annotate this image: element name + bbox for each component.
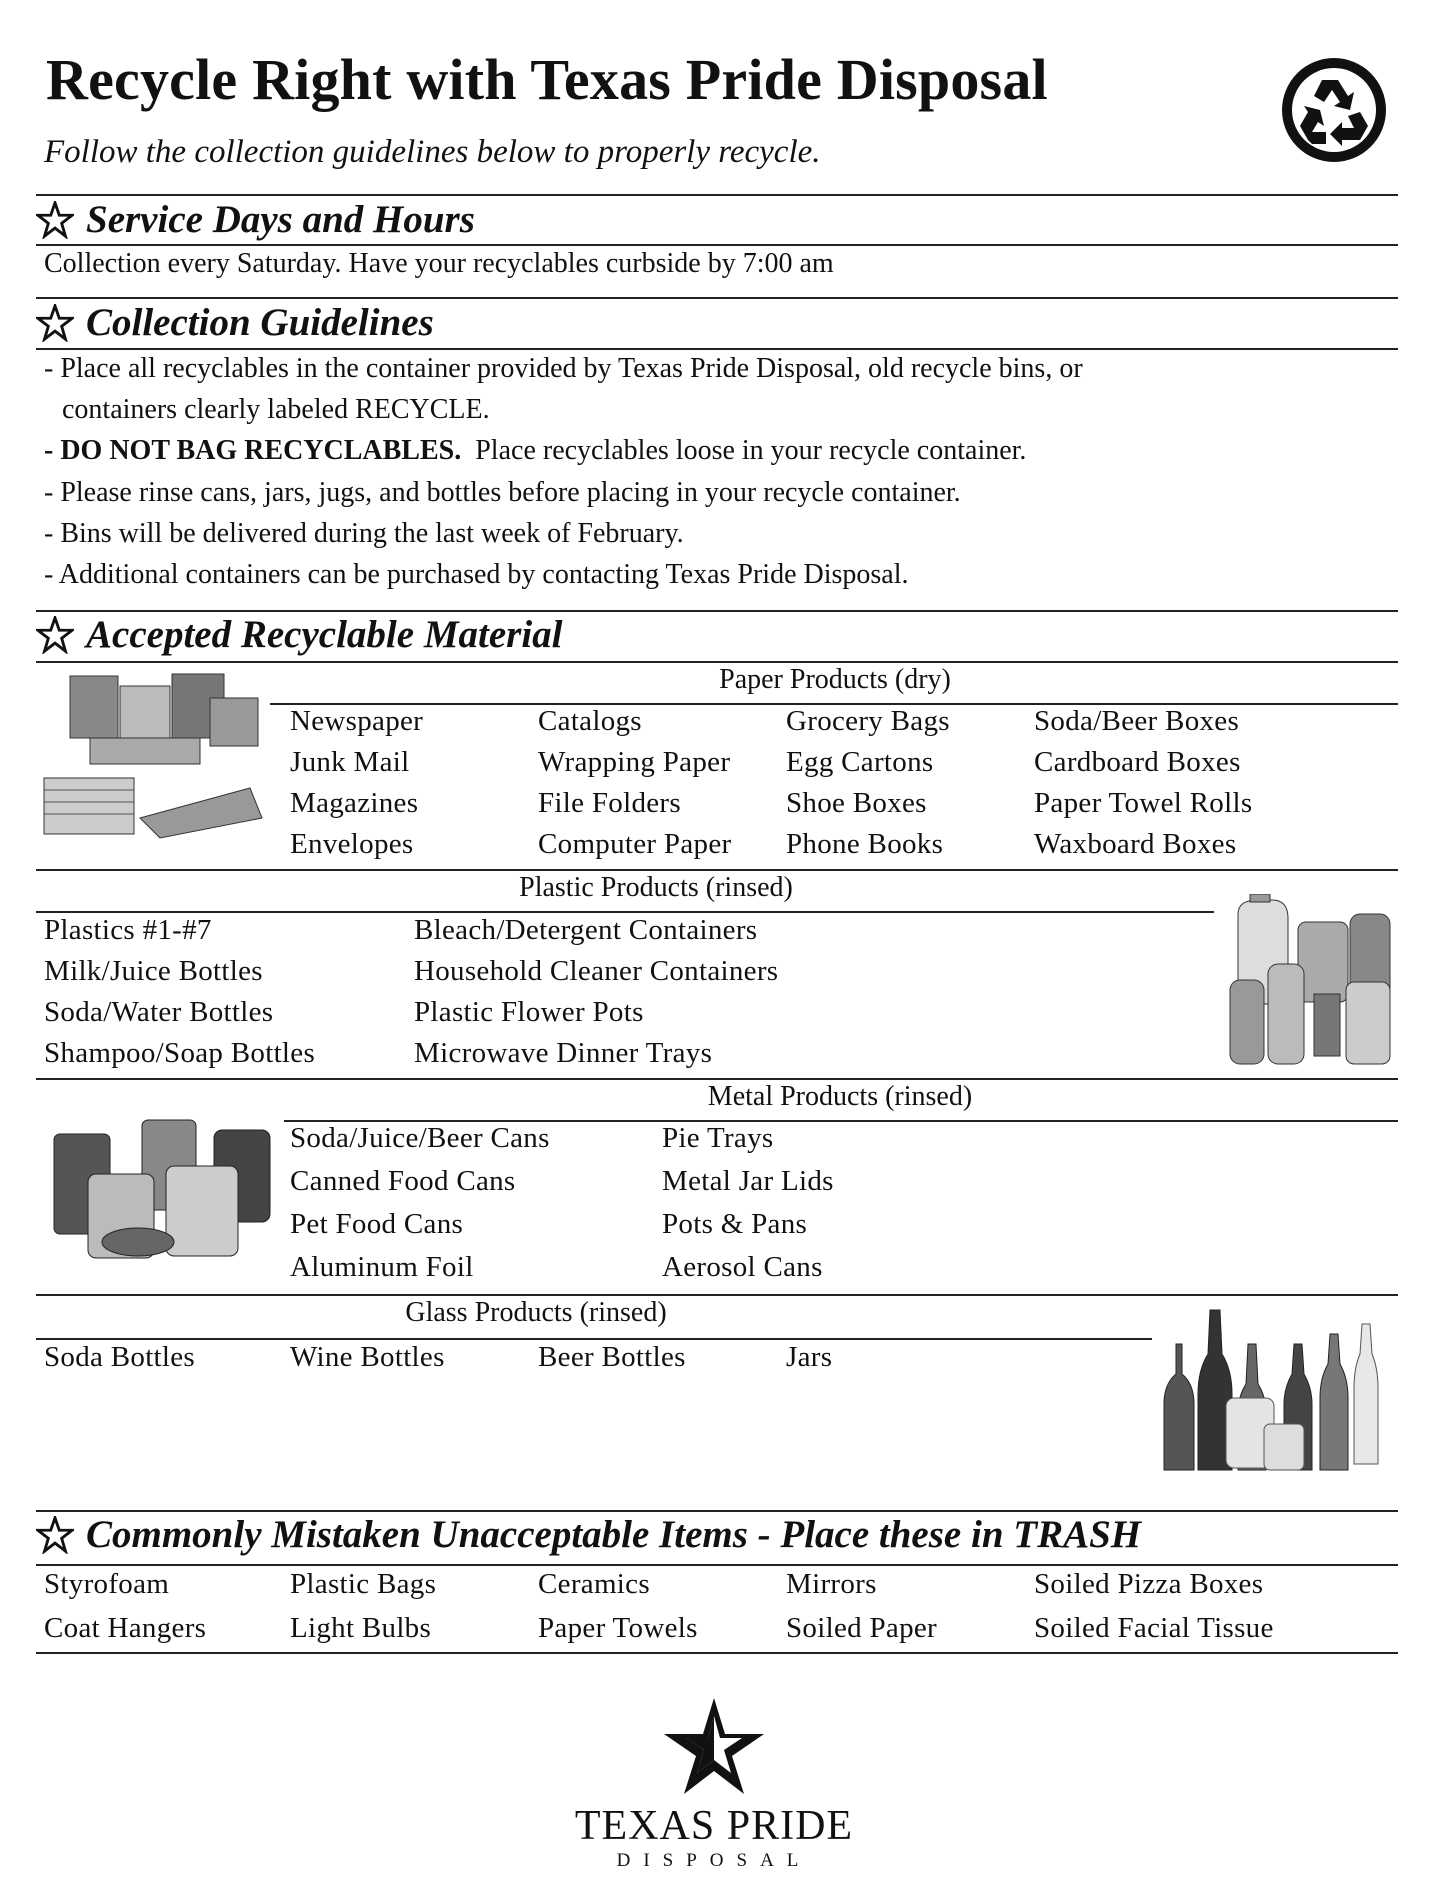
trash-item: Mirrors xyxy=(786,1568,877,1600)
divider xyxy=(36,911,1214,913)
section-heading-text: Accepted Recyclable Material xyxy=(86,613,563,656)
paper-products-photo xyxy=(40,668,265,840)
plastic-item: Household Cleaner Containers xyxy=(414,955,779,987)
plastic-title: Plastic Products (rinsed) xyxy=(519,872,793,903)
metal-item: Canned Food Cans xyxy=(290,1165,516,1197)
paper-item: Newspaper xyxy=(290,705,424,737)
footer-logo-sub: DISPOSAL xyxy=(616,1850,812,1871)
plastic-item: Bleach/Detergent Containers xyxy=(414,914,758,946)
divider xyxy=(36,1564,1398,1566)
trash-item: Soiled Pizza Boxes xyxy=(1034,1568,1264,1600)
paper-title: Paper Products (dry) xyxy=(719,664,951,695)
paper-item: Grocery Bags xyxy=(786,705,950,737)
glass-item: Soda Bottles xyxy=(44,1341,196,1373)
glass-title: Glass Products (rinsed) xyxy=(405,1297,667,1328)
metal-item: Pots & Pans xyxy=(662,1208,808,1240)
guideline-4: - Bins will be delivered during the last week of February. xyxy=(44,518,684,549)
section-heading-accepted xyxy=(36,612,563,657)
section-heading-text: Commonly Mistaken Unacceptable Items - Place these in TRASH xyxy=(86,1513,1142,1556)
recycle-icon xyxy=(1278,54,1390,166)
metal-item: Pie Trays xyxy=(662,1122,774,1154)
section-heading-text: Service Days and Hours xyxy=(86,198,475,241)
trash-item: Coat Hangers xyxy=(44,1612,207,1644)
paper-item: Catalogs xyxy=(538,705,642,737)
page-subtitle: Follow the collection guidelines below to properly recycle. xyxy=(44,134,821,170)
metal-products-photo xyxy=(46,1114,278,1264)
star-icon xyxy=(36,201,74,239)
star-icon xyxy=(36,616,74,654)
guideline-1-cont: containers clearly labeled RECYCLE. xyxy=(62,394,490,425)
paper-item: Junk Mail xyxy=(290,746,410,778)
glass-item: Beer Bottles xyxy=(538,1341,686,1373)
page-title: Recycle Right with Texas Pride Disposal xyxy=(46,47,1048,112)
divider xyxy=(36,244,1398,246)
divider xyxy=(36,1652,1398,1654)
glass-products-photo xyxy=(1160,1304,1380,1474)
paper-item: Shoe Boxes xyxy=(786,787,927,819)
plastic-item: Microwave Dinner Trays xyxy=(414,1037,713,1069)
metal-title: Metal Products (rinsed) xyxy=(707,1081,973,1112)
plastic-item: Plastics #1-#7 xyxy=(44,914,212,946)
guideline-2-bold: - DO NOT BAG RECYCLABLES. xyxy=(44,435,462,466)
section-heading-text: Collection Guidelines xyxy=(86,301,434,344)
divider xyxy=(36,661,1398,663)
divider xyxy=(36,348,1398,350)
metal-item: Aluminum Foil xyxy=(290,1251,474,1283)
divider xyxy=(36,1294,1398,1296)
divider xyxy=(36,194,1398,196)
trash-item: Plastic Bags xyxy=(290,1568,437,1600)
footer-logo-name: TEXAS PRIDE xyxy=(574,1803,854,1849)
glass-item: Wine Bottles xyxy=(290,1341,445,1373)
paper-item: Cardboard Boxes xyxy=(1034,746,1241,778)
paper-item: Envelopes xyxy=(290,828,414,860)
trash-item: Light Bulbs xyxy=(290,1612,432,1644)
section-heading-unacceptable xyxy=(36,1512,1141,1557)
glass-item: Jars xyxy=(786,1341,833,1373)
divider xyxy=(36,869,1398,871)
paper-item: File Folders xyxy=(538,787,681,819)
paper-item: Egg Cartons xyxy=(786,746,934,778)
guideline-3: - Please rinse cans, jars, jugs, and bottles before placing in your recycle container. xyxy=(44,477,961,508)
plastic-item: Milk/Juice Bottles xyxy=(44,955,263,987)
plastic-products-photo xyxy=(1218,894,1398,1068)
divider xyxy=(36,297,1398,299)
trash-item: Paper Towels xyxy=(538,1612,698,1644)
paper-item: Wrapping Paper xyxy=(538,746,731,778)
section-heading-guidelines xyxy=(36,300,434,345)
paper-item: Phone Books xyxy=(786,828,944,860)
star-icon xyxy=(36,1516,74,1554)
plastic-item: Soda/Water Bottles xyxy=(44,996,274,1028)
trash-item: Soiled Facial Tissue xyxy=(1034,1612,1274,1644)
divider xyxy=(36,1078,1398,1080)
guideline-2-rest: Place recyclables loose in your recycle container. xyxy=(475,435,1027,466)
plastic-item: Plastic Flower Pots xyxy=(414,996,644,1028)
guideline-5: - Additional containers can be purchased by contacting Texas Pride Disposal. xyxy=(44,559,909,590)
metal-item: Soda/Juice/Beer Cans xyxy=(290,1122,550,1154)
divider xyxy=(36,1338,1152,1340)
metal-item: Aerosol Cans xyxy=(662,1251,823,1283)
plastic-item: Shampoo/Soap Bottles xyxy=(44,1037,316,1069)
metal-item: Metal Jar Lids xyxy=(662,1165,834,1197)
paper-item: Soda/Beer Boxes xyxy=(1034,705,1240,737)
metal-item: Pet Food Cans xyxy=(290,1208,464,1240)
trash-item: Styrofoam xyxy=(44,1568,170,1600)
texas-star-logo-icon xyxy=(662,1696,766,1796)
paper-item: Computer Paper xyxy=(538,828,732,860)
service-text: Collection every Saturday. Have your recyclables curbside by 7:00 am xyxy=(44,248,834,279)
paper-item: Magazines xyxy=(290,787,419,819)
trash-item: Soiled Paper xyxy=(786,1612,937,1644)
guideline-1: - Place all recyclables in the container provided by Texas Pride Disposal, old recycle bins, or xyxy=(44,353,1083,384)
section-heading-service xyxy=(36,197,475,242)
paper-item: Paper Towel Rolls xyxy=(1034,787,1253,819)
star-icon xyxy=(36,304,74,342)
paper-item: Waxboard Boxes xyxy=(1034,828,1237,860)
trash-item: Ceramics xyxy=(538,1568,650,1600)
guideline-2 xyxy=(44,437,1026,465)
